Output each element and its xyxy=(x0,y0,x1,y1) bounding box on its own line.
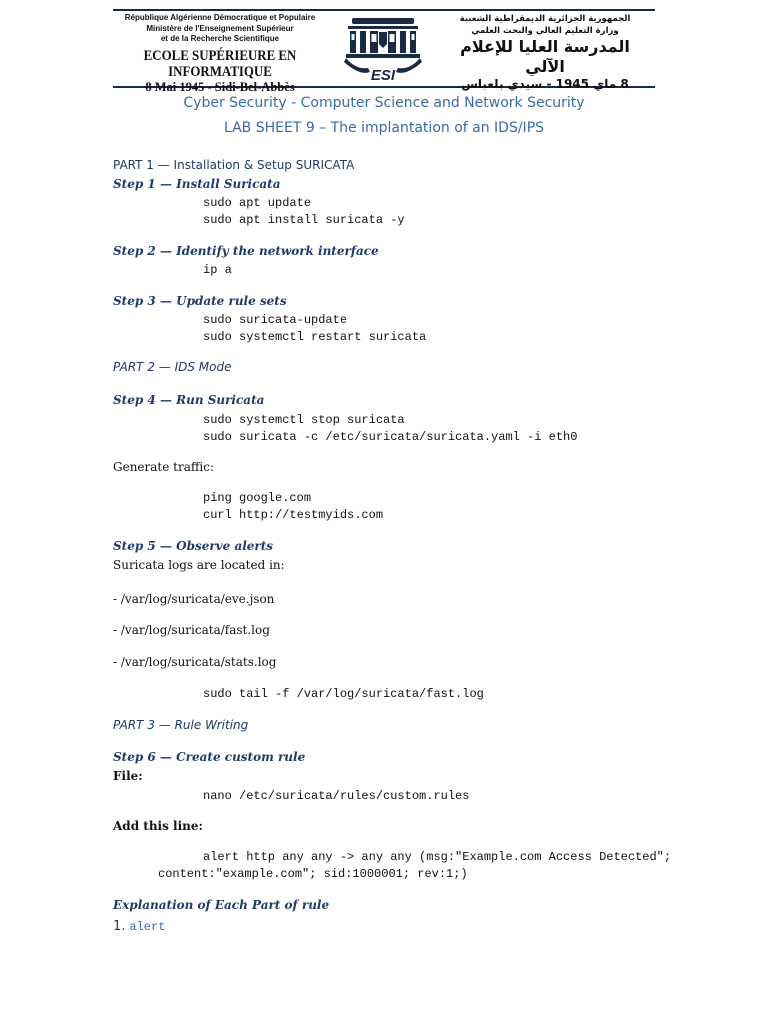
item-number: 1. xyxy=(113,919,126,934)
rule-code-line: alert http any any -> any any (msg:"Example.com Access Detected"; xyxy=(203,850,672,864)
add-line-label: Add this line: xyxy=(113,819,203,833)
part3-heading: PART 3 — Rule Writing xyxy=(113,718,249,732)
step4-code-line: sudo systemctl stop suricata xyxy=(203,413,405,427)
header-french-block xyxy=(120,13,320,94)
step3-label: Step 3 — Update rule sets xyxy=(113,294,287,308)
file-label: File: xyxy=(113,769,143,783)
log-path-item: - /var/log/suricata/fast.log xyxy=(113,623,270,637)
header-school-name: ECOLE SUPÉRIEURE EN INFORMATIQUE xyxy=(143,47,297,80)
header-arabic-ministry: وزارة التعليم العالي والبحث العلمي xyxy=(471,26,619,36)
logs-intro-text: Suricata logs are located in: xyxy=(113,558,285,572)
header-arabic-date: 8 ماي 1945 - سيدي بلعباس xyxy=(461,77,629,91)
explanation-heading: Explanation of Each Part of rule xyxy=(113,898,330,912)
esi-logo xyxy=(340,14,426,84)
step3-code-line: sudo suricata-update xyxy=(203,313,348,327)
part2-heading: PART 2 — IDS Mode xyxy=(113,360,232,374)
step1-code-line: sudo apt install suricata -y xyxy=(203,213,405,227)
log-path-item: - /var/log/suricata/eve.json xyxy=(113,592,275,606)
header-republic-text: République Algérienne Démocratique et Populaire xyxy=(124,13,316,22)
header-arabic-block xyxy=(450,13,640,92)
header-research-text: et de la Recherche Scientifique xyxy=(160,34,280,43)
header-ministry-text: Ministère de l'Enseignement Supérieur xyxy=(146,23,294,33)
step1-label: Step 1 — Install Suricata xyxy=(113,177,281,191)
logo-text: ESI xyxy=(370,67,396,84)
step5-code-line: sudo tail -f /var/log/suricata/fast.log xyxy=(203,687,484,701)
step5-label: Step 5 — Observe alerts xyxy=(113,539,274,553)
header-arabic-school: المدرسة العليا للإعلام الآلي xyxy=(460,37,630,76)
item-code: alert xyxy=(129,920,166,934)
part1-heading: PART 1 — Installation & Setup SURICATA xyxy=(113,158,355,172)
file-code-line: nano /etc/suricata/rules/custom.rules xyxy=(203,789,470,803)
step4-code-line: sudo suricata -c /etc/suricata/suricata.yaml -i eth0 xyxy=(203,430,578,444)
traffic-code-line: curl http://testmyids.com xyxy=(203,508,384,522)
step2-label: Step 2 — Identify the network interface xyxy=(113,244,379,258)
step2-code-line: ip a xyxy=(203,263,232,277)
header-arabic-republic: الجمهورية الجزائرية الديمقراطية الشعبية xyxy=(459,14,631,24)
header-school-date: 8 Mai 1945 - Sidi-Bel-Abbès xyxy=(145,79,295,94)
document-subtitle: Cyber Security - Computer Science and Network Security xyxy=(183,95,585,111)
rule-code-line: content:"example.com"; sid:1000001; rev:1;) xyxy=(158,867,468,881)
step1-code-line: sudo apt update xyxy=(203,196,312,210)
step4-label: Step 4 — Run Suricata xyxy=(113,393,265,407)
log-path-item: - /var/log/suricata/stats.log xyxy=(113,655,277,669)
header-top-rule xyxy=(113,9,655,11)
step6-label: Step 6 — Create custom rule xyxy=(113,750,306,764)
traffic-code-line: ping google.com xyxy=(203,491,312,505)
document-title: LAB SHEET 9 – The implantation of an IDS/IPS xyxy=(223,120,545,136)
explanation-item-1 xyxy=(113,918,165,934)
step3-code-line: sudo systemctl restart suricata xyxy=(203,330,427,344)
generate-traffic-label: Generate traffic: xyxy=(113,460,214,474)
